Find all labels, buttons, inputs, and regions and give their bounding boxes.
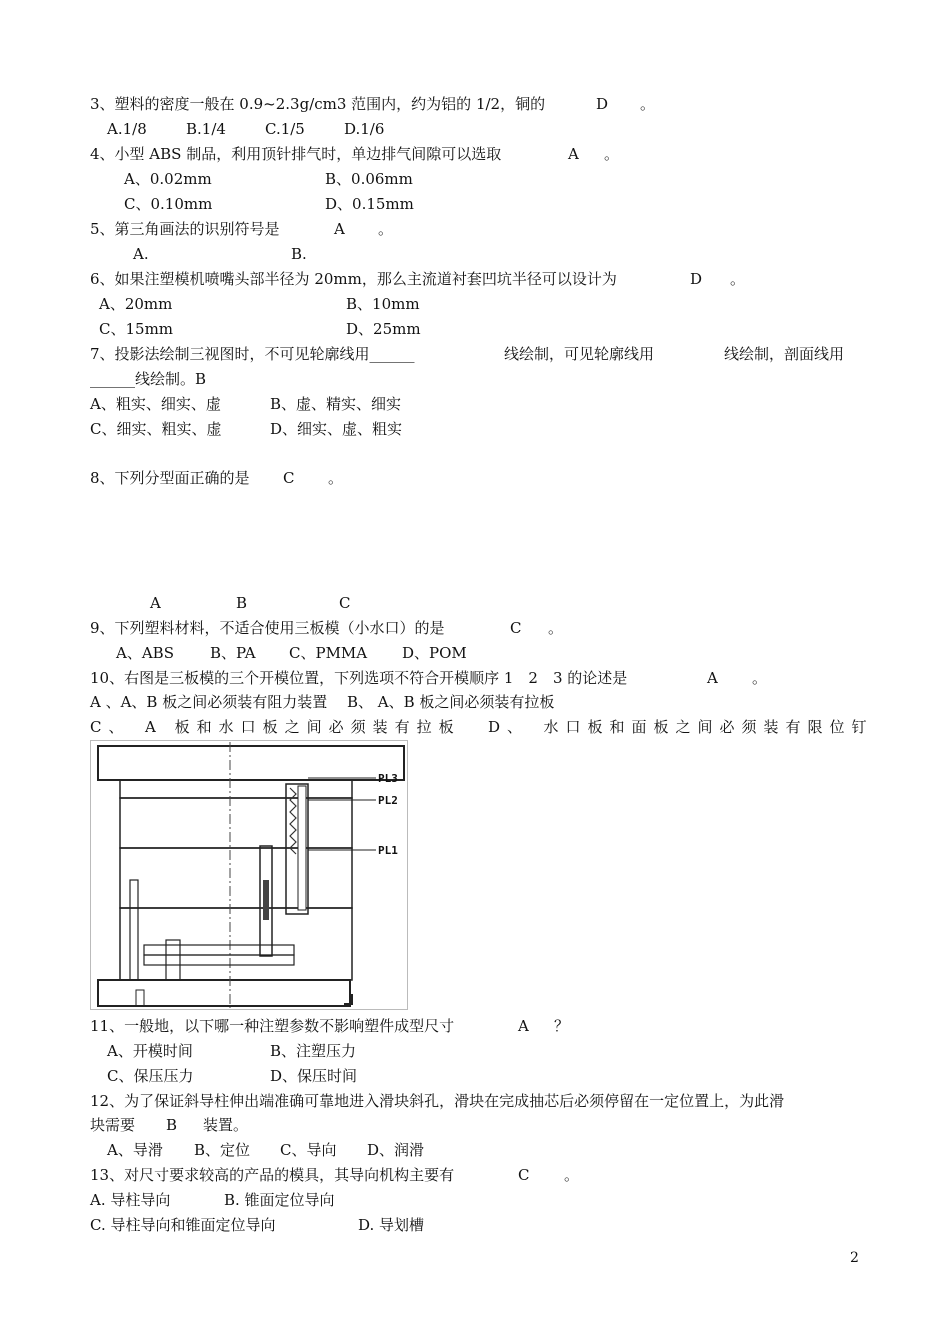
q11-option-b: B、注塑压力 — [270, 1042, 357, 1060]
q13-option-c: C. 导柱导向和锥面定位导向 — [90, 1216, 276, 1234]
q12-answer: B — [166, 1116, 178, 1134]
q8-option-a: A — [150, 594, 161, 612]
q9-option-a: A、ABS — [116, 644, 174, 662]
q11-option-c: C、保压压力 — [107, 1067, 194, 1085]
q7-option-d: D、细实、虚、粗实 — [270, 420, 403, 438]
q3-option-d: D.1/6 — [344, 120, 385, 138]
q12-option-c: C、导向 — [280, 1141, 337, 1159]
tie-rod-inner — [298, 786, 306, 910]
q11-option-a: A、开模时间 — [107, 1042, 193, 1060]
q11-end: ？ — [554, 1017, 570, 1035]
q7-line1-part1: 7、投影法绘制三视图时，不可见轮廓线用______ — [90, 345, 415, 363]
q11-answer: A — [518, 1017, 529, 1035]
q8-stem: 8、下列分型面正确的是 — [90, 469, 250, 487]
q4-option-a: A、0.02mm — [124, 170, 212, 188]
q9-option-c: C、PMMA — [289, 644, 368, 662]
pl2-label: PL2 — [378, 794, 398, 807]
q10-answer: A — [707, 669, 718, 687]
q11-option-d: D、保压时间 — [270, 1067, 358, 1085]
q6-answer: D — [690, 270, 703, 288]
q7-line2: ______线绘制。B — [90, 370, 207, 388]
q5-stem: 5、第三角画法的识别符号是 — [90, 220, 280, 238]
q4-option-b: B、0.06mm — [325, 170, 413, 188]
q4-end: 。 — [604, 145, 620, 163]
q3-option-a: A.1/8 — [107, 120, 147, 138]
q12-line2-part1: 块需要 — [90, 1116, 136, 1134]
q8-answer: C — [283, 469, 295, 487]
q13-option-b: B. 锥面定位导向 — [224, 1191, 335, 1209]
pl3-label: PL3 — [378, 772, 398, 785]
q13-end: 。 — [564, 1166, 580, 1184]
q10-end: 。 — [752, 669, 768, 687]
q6-option-d: D、25mm — [346, 320, 421, 338]
q3-end: 。 — [640, 95, 656, 113]
q12-option-a: A、导滑 — [107, 1141, 163, 1159]
q6-option-a: A、20mm — [99, 295, 173, 313]
q8-end: 。 — [328, 469, 344, 487]
q13-stem: 13、对尺寸要求较高的产品的模具，其导向机构主要有 — [90, 1166, 455, 1184]
q10-stem: 10、右图是三板模的三个开模位置，下列选项不符合开模顺序 1 2 3 的论述是 — [90, 669, 628, 687]
q3-option-c: C.1/5 — [265, 120, 305, 138]
q4-option-c: C、0.10mm — [124, 195, 213, 213]
q3-option-b: B.1/4 — [186, 120, 226, 138]
q11-stem: 11、一般地，以下哪一种注塑参数不影响塑件成型尺寸 — [90, 1017, 455, 1035]
q7-option-c: C、细实、粗实、虚 — [90, 420, 222, 438]
pl1-label: PL1 — [378, 844, 398, 857]
page-number: 2 — [850, 1250, 859, 1266]
q10-option-c: C、 A 板和水口板之间必须装有拉板 — [90, 718, 461, 736]
q5-end: 。 — [378, 220, 394, 238]
q12-option-b: B、定位 — [194, 1141, 251, 1159]
q8-option-b: B — [236, 594, 248, 612]
sprue-puller-detail — [263, 880, 269, 920]
q7-line1-part2: 线绘制，可见轮廓线用 — [504, 345, 655, 363]
q7-option-a: A、粗实、细实、虚 — [90, 395, 221, 413]
q8-option-c: C — [339, 594, 351, 612]
q4-option-d: D、0.15mm — [325, 195, 414, 213]
q3-stem: 3、塑料的密度一般在 0.9~2.3g/cm3 范围内，约为铝的 1/2，铜的 — [90, 95, 546, 113]
q6-option-c: C、15mm — [99, 320, 174, 338]
q9-answer: C — [510, 619, 522, 637]
q9-end: 。 — [548, 619, 564, 637]
q9-option-b: B、PA — [210, 644, 256, 662]
q7-line1-part3: 线绘制，剖面线用 — [724, 345, 845, 363]
q13-answer: C — [518, 1166, 530, 1184]
q5-answer: A — [334, 220, 345, 238]
q9-option-d: D、POM — [402, 644, 467, 662]
three-plate-mold-diagram — [90, 740, 408, 1010]
q12-line2-part2: 装置。 — [203, 1116, 249, 1134]
q3-answer: D — [596, 95, 609, 113]
q6-stem: 6、如果注塑模机喷嘴头部半径为 20mm，那么主流道衬套凹坑半径可以设计为 — [90, 270, 617, 288]
q13-option-a: A. 导柱导向 — [90, 1191, 171, 1209]
q12-option-d: D、润滑 — [367, 1141, 425, 1159]
q6-end: 。 — [730, 270, 746, 288]
q9-stem: 9、下列塑料材料，不适合使用三板模（小水口）的是 — [90, 619, 445, 637]
q7-option-b: B、虚、精实、细实 — [270, 395, 402, 413]
q10-options-ab: A 、A、B 板之间必须装有阻力装置 B、 A、B 板之间必须装有拉板 — [90, 693, 555, 711]
q5-option-b: B. — [291, 245, 307, 263]
q5-option-a: A. — [133, 245, 149, 263]
q4-stem: 4、小型 ABS 制品，利用顶针排气时，单边排气间隙可以选取 — [90, 145, 502, 163]
q10-option-d: D、 水口板和面板之间必须装有限位钉 — [488, 718, 874, 736]
q4-answer: A — [568, 145, 579, 163]
q6-option-b: B、10mm — [346, 295, 420, 313]
q13-option-d: D. 导划槽 — [358, 1216, 425, 1234]
q12-line1: 12、为了保证斜导柱伸出端准确可靠地进入滑块斜孔，滑块在完成抽芯后必须停留在一定位置上，为此滑 — [90, 1092, 785, 1110]
